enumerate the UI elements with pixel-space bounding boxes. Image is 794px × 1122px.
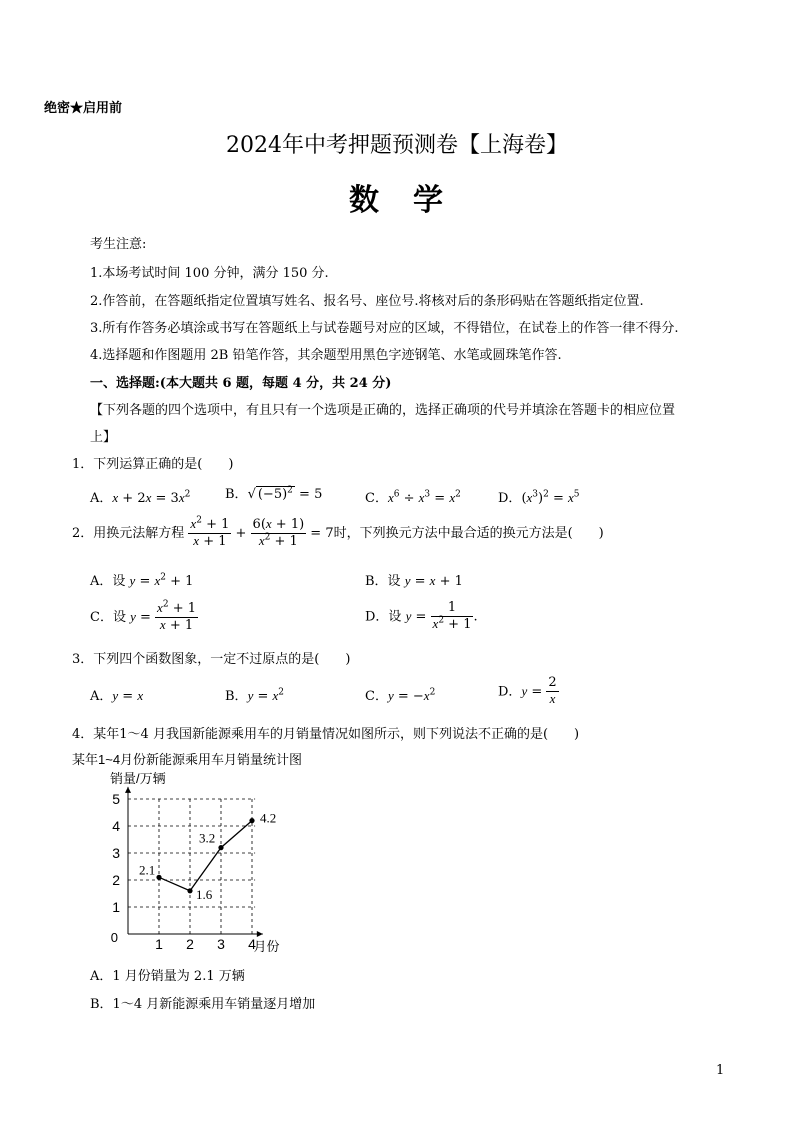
q1-option-d: D．$(x^3)^2 = x^5$: [498, 489, 580, 506]
q3-option-d: D．y = $\frac{2}{x}$: [498, 675, 557, 706]
q2-option-c: C．设 y = $\frac{x^2 + 1}{x + 1}$: [90, 599, 196, 633]
page-number: 1: [716, 1063, 725, 1078]
data-point: [249, 818, 254, 823]
section-instruction-1: 【下列各题的四个选项中，有且只有一个选项是正确的，选择正确项的代号并填涂在答题卡的相应位置: [90, 403, 676, 418]
x-tick-label: 2: [186, 936, 194, 952]
q1-stem: 1．下列运算正确的是( ): [72, 457, 234, 472]
data-label: 4.2: [260, 810, 277, 826]
y-tick-label: 5: [112, 791, 120, 807]
data-point: [156, 875, 161, 880]
y-tick-label: 2: [112, 872, 120, 888]
q1-option-c: C．$x^6 \div x^3 = x^2$: [365, 489, 461, 506]
exam-title: 2024年中考押题预测卷【上海卷】: [226, 133, 568, 158]
q1-option-a: A．$x + 2x = 3x^2$: [90, 489, 191, 506]
data-label: 2.1: [139, 862, 156, 878]
q4-option-a: A．1 月份销量为 2.1 万辆: [90, 969, 245, 984]
q3-stem: 3．下列四个函数图象，一定不过原点的是( ): [72, 652, 351, 667]
data-point: [218, 845, 223, 850]
y-tick-label: 4: [112, 818, 120, 834]
y-axis-arrow: [125, 787, 131, 793]
x-axis-label: 月份: [253, 939, 280, 954]
q2-option-d: D．设 y = $\frac{1}{x^2 + 1}$ .: [365, 600, 478, 632]
notice-item-1: 1.本场考试时间 100 分钟，满分 150 分.: [90, 266, 329, 281]
y-tick-label: 1: [112, 899, 120, 915]
q3-option-c: C．$y = -x^2$: [365, 687, 436, 704]
data-label: 3.2: [199, 830, 216, 846]
notice-heading: 考生注意:: [90, 237, 147, 252]
y-tick-label: 3: [112, 845, 120, 861]
q2-option-a: A．设 $y = x^2 + 1$: [90, 572, 194, 589]
x-tick-label: 1: [155, 936, 163, 952]
section-instruction-2: 上】: [90, 430, 117, 445]
x-tick-label: 3: [217, 936, 225, 952]
data-point: [187, 888, 192, 893]
notice-item-2: 2.作答前，在答题纸指定位置填写姓名、报名号、座位号.将核对后的条形码贴在答题纸指定位置.: [90, 294, 644, 309]
q4-option-b: B．1～4 月新能源乘用车销量逐月增加: [90, 997, 316, 1012]
data-label: 1.6: [196, 886, 213, 902]
notice-item-4: 4.选择题和作图题用 2B 铅笔作答，其余题型用黑色字迹钢笔、水笔或圆珠笔作答.: [90, 348, 562, 363]
y-axis-label: 销量/万辆: [110, 770, 166, 786]
x-axis-arrow: [257, 931, 263, 937]
secret-label: 绝密★启用前: [44, 101, 123, 116]
chart-title: 某年1~4月份新能源乘用车月销量统计图: [72, 752, 303, 767]
q2-option-b: B．设 y = x + 1: [365, 573, 463, 589]
notice-item-3: 3.所有作答务必填涂或书写在答题纸上与试卷题号对应的区域，不得错位，在试卷上的作答一律不得分.: [90, 321, 679, 336]
line-chart: [100, 762, 320, 962]
subject-title: 数 学: [349, 183, 445, 218]
x-tick-label: 4: [248, 936, 256, 952]
q3-option-b: B．$y = x^2$: [225, 687, 285, 704]
section-heading: 一、选择题:(本大题共 6 题，每题 4 分，共 24 分): [90, 376, 392, 391]
q2-stem: 2．用换元法解方程 $\frac{x^2 + 1}{x + 1}$ + $\frac{6(x + 1)}{x^2 + 1}$ = 7时，下列换元方法中最合适的换元方法是( ): [72, 515, 604, 549]
q4-stem: 4．某年1～4 月我国新能源乘用车的月销量情况如图所示，则下列说法不正确的是( ): [72, 727, 580, 742]
q1-option-b: B．√ $(-5)^2 = 5$: [225, 485, 323, 502]
q3-option-a: A．y = x: [90, 688, 144, 704]
origin-label: 0: [110, 930, 118, 945]
